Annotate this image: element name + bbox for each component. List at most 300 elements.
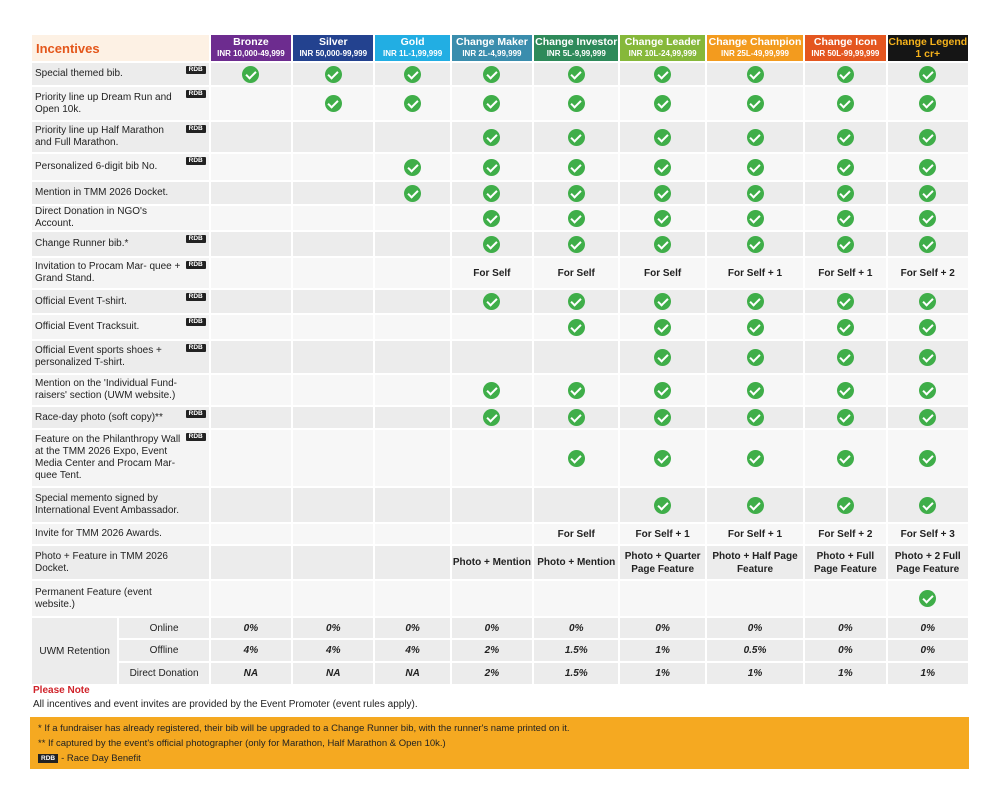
check-icon [483,409,500,426]
empty-cell [452,430,532,486]
table-row [32,290,968,313]
tier-name: Gold [400,36,425,48]
benefit-cell [707,206,803,230]
benefit-cell: For Self + 2 [805,524,885,544]
empty-cell [211,182,291,204]
note-item-bib-upgrade: * If a fundraiser has already registered, their bib will be upgraded to a Change Runner bib, with the runner's name printed on it. [38,723,570,734]
incentive-label-text: Change Runner bib.* [35,238,129,249]
empty-cell [293,290,373,313]
tier-header-gold [375,35,449,61]
benefit-cell [620,488,704,522]
table-row [32,182,968,204]
empty-cell [293,581,373,616]
benefit-cell [620,315,704,339]
check-icon [654,66,671,83]
incentive-label [32,182,209,204]
check-icon [837,129,854,146]
check-icon [654,236,671,253]
retention-value: 0% [888,640,968,661]
check-icon [568,159,585,176]
note-item-photo: ** If captured by the event's official photographer (only for Marathon, Half Marathon & Open 10k.) [38,738,446,749]
benefit-cell: For Self + 1 [805,258,885,288]
check-icon [919,159,936,176]
rdb-badge: RDB [186,90,206,98]
check-icon [919,409,936,426]
check-icon [483,236,500,253]
incentive-label-text: Direct Donation in NGO's Account. [35,206,147,229]
benefit-cell [452,87,532,120]
empty-cell [293,546,373,579]
benefit-cell [620,232,704,256]
empty-cell [452,341,532,373]
empty-cell [375,407,449,428]
benefit-cell [620,154,704,180]
tier-range: INR 10,000-49,999 [217,49,285,58]
check-icon [242,66,259,83]
benefit-cell [707,341,803,373]
check-icon [404,66,421,83]
benefit-cell [375,87,449,120]
check-icon [747,66,764,83]
empty-cell [375,430,449,486]
benefit-cell [888,206,968,230]
check-icon [654,185,671,202]
check-icon [568,319,585,336]
table-row [32,87,968,120]
benefit-cell [888,341,968,373]
benefit-cell [888,407,968,428]
empty-cell [211,581,291,616]
benefit-cell [375,63,449,85]
tier-range: INR 50L-99,99,999 [811,49,880,58]
benefit-cell [707,232,803,256]
retention-sub-label: Direct Donation [119,663,208,684]
check-icon [747,450,764,467]
benefit-cell [452,122,532,152]
empty-cell [375,232,449,256]
check-icon [568,236,585,253]
benefit-cell [707,182,803,204]
rdb-badge: RDB [186,157,206,165]
check-icon [747,129,764,146]
check-icon [919,210,936,227]
table-row [32,546,968,579]
check-icon [568,185,585,202]
empty-cell [452,315,532,339]
tier-range: INR 5L-9,99,999 [546,49,606,58]
note-title: Please Note [33,685,90,696]
benefit-cell [707,87,803,120]
empty-cell [293,524,373,544]
tier-range: INR 10L-24,99,999 [628,49,697,58]
check-icon [568,210,585,227]
benefit-cell [620,407,704,428]
incentive-label [32,122,209,152]
check-icon [483,66,500,83]
benefit-cell [620,290,704,313]
empty-cell [452,524,532,544]
tier-name: Change Maker [456,36,528,48]
check-icon [654,450,671,467]
benefit-cell [805,407,885,428]
benefit-cell [534,87,618,120]
benefit-cell [805,430,885,486]
incentive-label [32,407,209,428]
incentive-label [32,315,209,339]
rdb-badge: RDB [186,66,206,74]
incentive-label-text: Mention in TMM 2026 Docket. [35,187,169,198]
check-icon [483,129,500,146]
incentive-label [32,154,209,180]
benefit-cell [888,488,968,522]
tier-header-change-champion [707,35,803,61]
check-icon [837,409,854,426]
tier-header-change-icon [805,35,885,61]
tier-name: Silver [318,36,348,48]
benefit-cell [534,154,618,180]
benefit-cell: For Self [620,258,704,288]
empty-cell [211,315,291,339]
retention-value: 0% [211,618,291,638]
benefit-cell [888,182,968,204]
incentive-label-text: Special themed bib. [35,68,123,79]
benefit-cell [707,63,803,85]
check-icon [654,497,671,514]
empty-cell [375,122,449,152]
incentive-label-text: Race-day photo (soft copy)** [35,411,163,423]
incentive-label-text: Official Event T-shirt. [35,295,127,307]
benefit-cell [805,375,885,405]
benefit-cell [293,63,373,85]
check-icon [747,185,764,202]
benefit-cell [452,290,532,313]
incentive-label-text: Special memento signed by International Event Ambassador. [35,493,179,516]
retention-value: NA [211,663,291,684]
check-icon [747,236,764,253]
benefit-cell [888,154,968,180]
incentive-label [32,232,209,256]
check-icon [919,185,936,202]
empty-cell [211,341,291,373]
retention-row [32,640,968,661]
rdb-badge: RDB [186,410,206,418]
check-icon [568,409,585,426]
retention-value: 1% [888,663,968,684]
table-row [32,206,968,230]
benefit-cell: Photo + Mention [452,546,532,579]
benefit-cell [707,375,803,405]
empty-cell [375,258,449,288]
check-icon [837,450,854,467]
benefit-cell [805,341,885,373]
incentive-label-text: Priority line up Dream Run and Open 10k. [35,91,172,115]
check-icon [654,210,671,227]
empty-cell [534,341,618,373]
check-icon [919,497,936,514]
retention-value: 0% [888,618,968,638]
check-icon [837,497,854,514]
table-row [32,407,968,428]
retention-value: 1% [620,640,704,661]
benefit-cell [805,290,885,313]
empty-cell [211,122,291,152]
check-icon [837,236,854,253]
benefit-cell [888,122,968,152]
incentive-label-text: Feature on the Philanthropy Wall at the TMM 2026 Expo, Event Media Center and Procam Mar- quee Tent. [35,434,181,481]
empty-cell [293,232,373,256]
empty-cell [211,206,291,230]
check-icon [919,293,936,310]
benefit-cell [534,182,618,204]
empty-cell [534,488,618,522]
table-row [32,581,968,616]
incentive-label-text: Mention on the 'Individual Fund- raisers' section (UWM website.) [35,378,177,401]
empty-cell [211,258,291,288]
benefit-cell [707,488,803,522]
retention-value: 1.5% [534,663,618,684]
tier-range: INR 1L-1,99,999 [383,49,443,58]
check-icon [325,95,342,112]
benefit-cell: For Self + 1 [707,258,803,288]
empty-cell [293,258,373,288]
check-icon [747,497,764,514]
benefit-cell [452,375,532,405]
check-icon [919,95,936,112]
incentive-label-text: Priority line up Half Marathon and Full Marathon. [35,125,164,148]
check-icon [837,66,854,83]
tier-name: Change Leader [624,36,701,48]
rdb-badge: RDB [38,754,58,763]
retention-value: 1.5% [534,640,618,661]
incentive-label [32,206,209,230]
empty-cell [805,581,885,616]
check-icon [919,236,936,253]
table-row [32,375,968,405]
table-row [32,258,968,288]
incentive-label [32,524,209,544]
check-icon [747,349,764,366]
table-row [32,315,968,339]
check-icon [404,159,421,176]
benefit-cell [707,315,803,339]
tier-header-change-maker [452,35,532,61]
empty-cell [375,315,449,339]
incentive-label-text: Permanent Feature (event website.) [35,586,152,610]
empty-cell [211,407,291,428]
benefit-cell [452,232,532,256]
check-icon [837,159,854,176]
retention-value: 0% [707,618,803,638]
check-icon [404,185,421,202]
retention-value: 0% [620,618,704,638]
table-row [32,524,968,544]
empty-cell [211,232,291,256]
check-icon [919,382,936,399]
retention-value: 0% [293,618,373,638]
benefit-cell: For Self [534,258,618,288]
benefit-cell [211,63,291,85]
benefit-cell [888,315,968,339]
check-icon [747,95,764,112]
empty-cell [452,581,532,616]
incentive-label [32,430,209,486]
incentive-label-text: Official Event sports shoes + personalized T-shirt. [35,345,162,368]
retention-value: 2% [452,640,532,661]
benefit-cell: For Self + 3 [888,524,968,544]
check-icon [483,293,500,310]
retention-value: 1% [805,663,885,684]
benefit-cell [888,232,968,256]
incentive-label [32,258,209,288]
empty-cell [293,488,373,522]
check-icon [654,293,671,310]
tier-range: INR 25L-49,99,999 [720,49,790,58]
retention-value: 4% [293,640,373,661]
check-icon [654,349,671,366]
check-icon [747,409,764,426]
note-text: All incentives and event invites are provided by the Event Promoter (event rules apply). [33,699,418,710]
benefit-cell: Photo + Quarter Page Feature [620,546,704,579]
empty-cell [293,315,373,339]
empty-cell [375,488,449,522]
check-icon [919,450,936,467]
benefit-cell [805,63,885,85]
empty-cell [375,341,449,373]
benefit-cell [452,407,532,428]
check-icon [483,159,500,176]
benefit-cell [620,87,704,120]
check-icon [404,95,421,112]
benefit-cell [534,375,618,405]
empty-cell [211,87,291,120]
benefit-cell: Photo + Mention [534,546,618,579]
empty-cell [211,154,291,180]
benefit-cell: For Self [452,258,532,288]
empty-cell [211,430,291,486]
retention-value: 1% [620,663,704,684]
retention-value: 4% [211,640,291,661]
empty-cell [211,375,291,405]
check-icon [747,210,764,227]
benefit-cell [888,63,968,85]
benefit-cell [888,430,968,486]
check-icon [568,293,585,310]
check-icon [654,382,671,399]
tier-name: Change Icon [813,36,877,48]
retention-value: NA [293,663,373,684]
empty-cell [211,546,291,579]
benefit-cell [452,182,532,204]
benefit-cell [534,407,618,428]
empty-cell [293,375,373,405]
table-row [32,341,968,373]
retention-sub-label: Online [119,618,208,638]
check-icon [747,293,764,310]
benefit-cell [707,154,803,180]
check-icon [747,319,764,336]
benefit-cell [452,206,532,230]
rdb-badge: RDB [186,261,206,269]
check-icon [837,95,854,112]
benefit-cell [620,63,704,85]
benefit-cell [805,122,885,152]
benefit-cell [534,315,618,339]
check-icon [654,319,671,336]
retention-row [32,618,968,638]
check-icon [654,409,671,426]
check-icon [837,382,854,399]
incentive-label [32,63,209,85]
check-icon [919,349,936,366]
check-icon [568,95,585,112]
check-icon [747,382,764,399]
empty-cell [452,488,532,522]
table-row [32,122,968,152]
tier-name: Change Investor [535,36,618,48]
check-icon [654,129,671,146]
incentive-label [32,341,209,373]
benefit-cell [452,154,532,180]
empty-cell [375,546,449,579]
retention-label: UWM Retention [32,618,117,684]
benefit-cell [620,122,704,152]
empty-cell [293,122,373,152]
retention-value: 0.5% [707,640,803,661]
benefit-cell [375,182,449,204]
empty-cell [375,524,449,544]
check-icon [483,95,500,112]
benefit-cell [805,87,885,120]
tier-header-bronze [211,35,291,61]
benefit-cell [707,122,803,152]
empty-cell [293,407,373,428]
benefit-cell: For Self + 1 [707,524,803,544]
check-icon [837,210,854,227]
table-row [32,430,968,486]
check-icon [919,129,936,146]
incentives-table [30,33,970,686]
benefit-cell [452,63,532,85]
tier-header-change-leader [620,35,704,61]
check-icon [654,159,671,176]
tier-header-silver [293,35,373,61]
benefit-cell [888,87,968,120]
benefit-cell [534,232,618,256]
benefit-cell [888,290,968,313]
notes-section [33,685,973,710]
check-icon [837,319,854,336]
benefit-cell: Photo + 2 Full Page Feature [888,546,968,579]
empty-cell [211,524,291,544]
check-icon [568,66,585,83]
benefit-cell [805,182,885,204]
benefit-cell: Photo + Half Page Feature [707,546,803,579]
incentive-label-text: Personalized 6-digit bib No. [35,161,158,172]
incentive-label-text: Invitation to Procam Mar- quee + Grand Stand. [35,261,181,284]
check-icon [483,210,500,227]
rdb-badge: RDB [186,433,206,441]
retention-value: 1% [707,663,803,684]
rdb-legend-text: - Race Day Benefit [61,753,141,764]
benefit-cell [805,488,885,522]
check-icon [919,319,936,336]
empty-cell [534,581,618,616]
retention-value: 0% [375,618,449,638]
benefit-cell [620,430,704,486]
retention-value: 2% [452,663,532,684]
rdb-badge: RDB [186,235,206,243]
empty-cell [293,206,373,230]
